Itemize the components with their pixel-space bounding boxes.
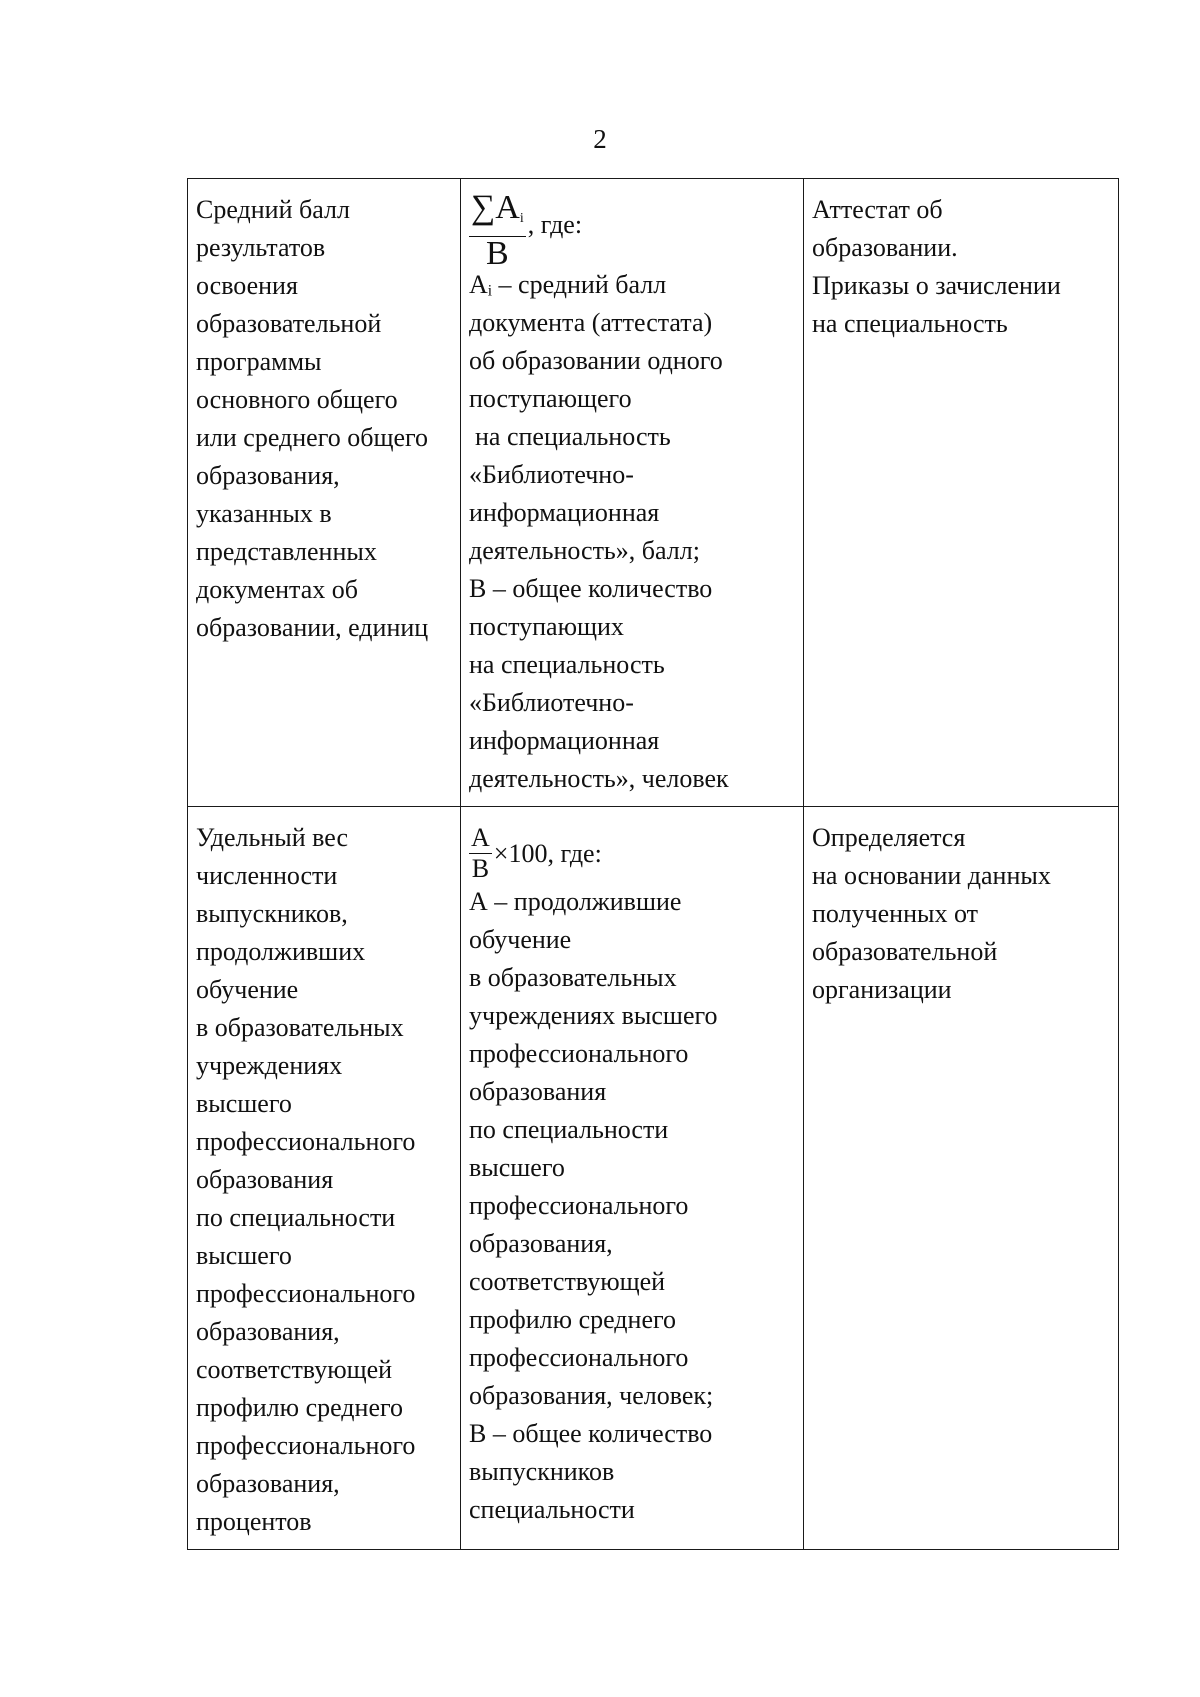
text-line: Aᵢ – средний балл <box>469 270 667 299</box>
text-line: выпускников, <box>196 899 348 928</box>
indicator-cell <box>188 179 461 807</box>
formula-cell <box>461 179 804 807</box>
text-line: продолживших <box>196 937 366 966</box>
formula-numerator <box>469 191 526 237</box>
numerator-subscript: i <box>519 211 524 226</box>
text-line: полученных от <box>812 899 978 928</box>
text-line: организации <box>812 975 952 1004</box>
text-line: профилю среднего <box>469 1304 677 1334</box>
indicator-text <box>196 819 454 1541</box>
text-line: в образовательных <box>469 962 677 992</box>
formula <box>469 823 602 883</box>
sum-symbol: ∑ <box>471 189 496 226</box>
source-cell <box>804 179 1119 807</box>
formula-cell <box>461 807 804 1550</box>
text-line: документах об <box>196 575 359 604</box>
text-line: в образовательных <box>196 1013 404 1042</box>
text-line: по специальности <box>196 1203 396 1232</box>
table-row <box>188 179 1119 807</box>
text-line: образования, человек; <box>469 1380 714 1410</box>
formula-explanation <box>469 266 797 798</box>
text-line: высшего <box>196 1241 292 1270</box>
text-line: соответствующей <box>469 1266 666 1296</box>
text-line: на специальность <box>469 650 665 679</box>
text-line: «Библиотечно- <box>469 688 634 717</box>
text-line: указанных в <box>196 499 332 528</box>
text-line: Аттестат об <box>812 195 943 224</box>
formula-denominator: B <box>486 235 509 272</box>
text-line: деятельность», человек <box>469 764 729 793</box>
source-text <box>812 191 1112 343</box>
text-line: освоения <box>196 271 298 300</box>
text-line: образования, <box>469 1228 613 1258</box>
text-line: численности <box>196 861 338 890</box>
text-line: информационная <box>469 726 660 755</box>
text-line: информационная <box>469 498 660 527</box>
formula-tail: , где: <box>527 210 583 239</box>
text-line: профессионального <box>469 1342 689 1372</box>
text-line: образовательной <box>812 937 998 966</box>
text-line: профессионального <box>196 1431 416 1460</box>
text-line: специальности <box>469 1494 635 1524</box>
text-line: документа (аттестата) <box>469 308 713 337</box>
text-line: профессионального <box>469 1190 689 1220</box>
indicator-cell <box>188 807 461 1550</box>
text-line: обучение <box>469 924 572 954</box>
formula-denominator: B <box>471 854 490 883</box>
text-line: профессионального <box>196 1279 416 1308</box>
source-text <box>812 819 1112 1009</box>
text-line: учреждениях <box>196 1051 343 1080</box>
text-line: об образовании одного <box>469 346 723 375</box>
text-line: В – общее количество <box>469 1418 713 1448</box>
text-line: процентов <box>196 1507 312 1536</box>
text-line: на основании данных <box>812 861 1051 890</box>
text-line: образования, <box>196 461 340 490</box>
text-line: А – продолжившие <box>469 886 682 916</box>
text-line: учреждениях высшего <box>469 1000 718 1030</box>
text-line: образования, <box>196 1317 340 1346</box>
indicator-text <box>196 191 454 647</box>
text-line: поступающих <box>469 612 624 641</box>
text-line: образования <box>469 1076 607 1106</box>
text-line: Удельный вес <box>196 823 349 852</box>
text-line: образовательной <box>196 309 382 338</box>
text-line: Средний балл <box>196 195 350 224</box>
text-line: поступающего <box>469 384 632 413</box>
formula <box>469 189 583 272</box>
text-line: высшего <box>469 1152 565 1182</box>
formula-tail: ×100, где: <box>493 838 602 868</box>
text-line: деятельность», балл; <box>469 536 700 565</box>
text-line: результатов <box>196 233 326 262</box>
text-line: В – общее количество <box>469 574 713 603</box>
text-line: образовании, единиц <box>196 613 429 642</box>
formula-fraction <box>469 823 492 884</box>
text-line: обучение <box>196 975 299 1004</box>
numerator-variable: A <box>495 189 520 226</box>
indicators-table <box>187 178 1119 1550</box>
text-line: Приказы о зачислении <box>812 271 1061 300</box>
formula-numerator: A <box>471 823 490 852</box>
formula-fraction <box>469 191 526 271</box>
text-line: соответствующей <box>196 1355 393 1384</box>
text-line: основного общего <box>196 385 398 414</box>
text-line: Определяется <box>812 823 966 852</box>
table-row <box>188 807 1119 1550</box>
text-line: по специальности <box>469 1114 669 1144</box>
page-number: 2 <box>593 124 607 154</box>
text-line: образования, <box>196 1469 340 1498</box>
text-line: на специальность <box>475 422 671 451</box>
text-line: профессионального <box>469 1038 689 1068</box>
text-line: высшего <box>196 1089 292 1118</box>
text-line: «Библиотечно- <box>469 460 634 489</box>
text-line: программы <box>196 347 322 376</box>
text-line: выпускников <box>469 1456 615 1486</box>
text-line: или среднего общего <box>196 423 429 452</box>
text-line: профессионального <box>196 1127 416 1156</box>
text-line: представленных <box>196 537 377 566</box>
text-line: образовании. <box>812 233 958 262</box>
text-line: на специальность <box>812 309 1008 338</box>
text-line: профилю среднего <box>196 1393 404 1422</box>
formula-explanation <box>469 883 797 1529</box>
source-cell <box>804 807 1119 1550</box>
text-line: образования <box>196 1165 334 1194</box>
